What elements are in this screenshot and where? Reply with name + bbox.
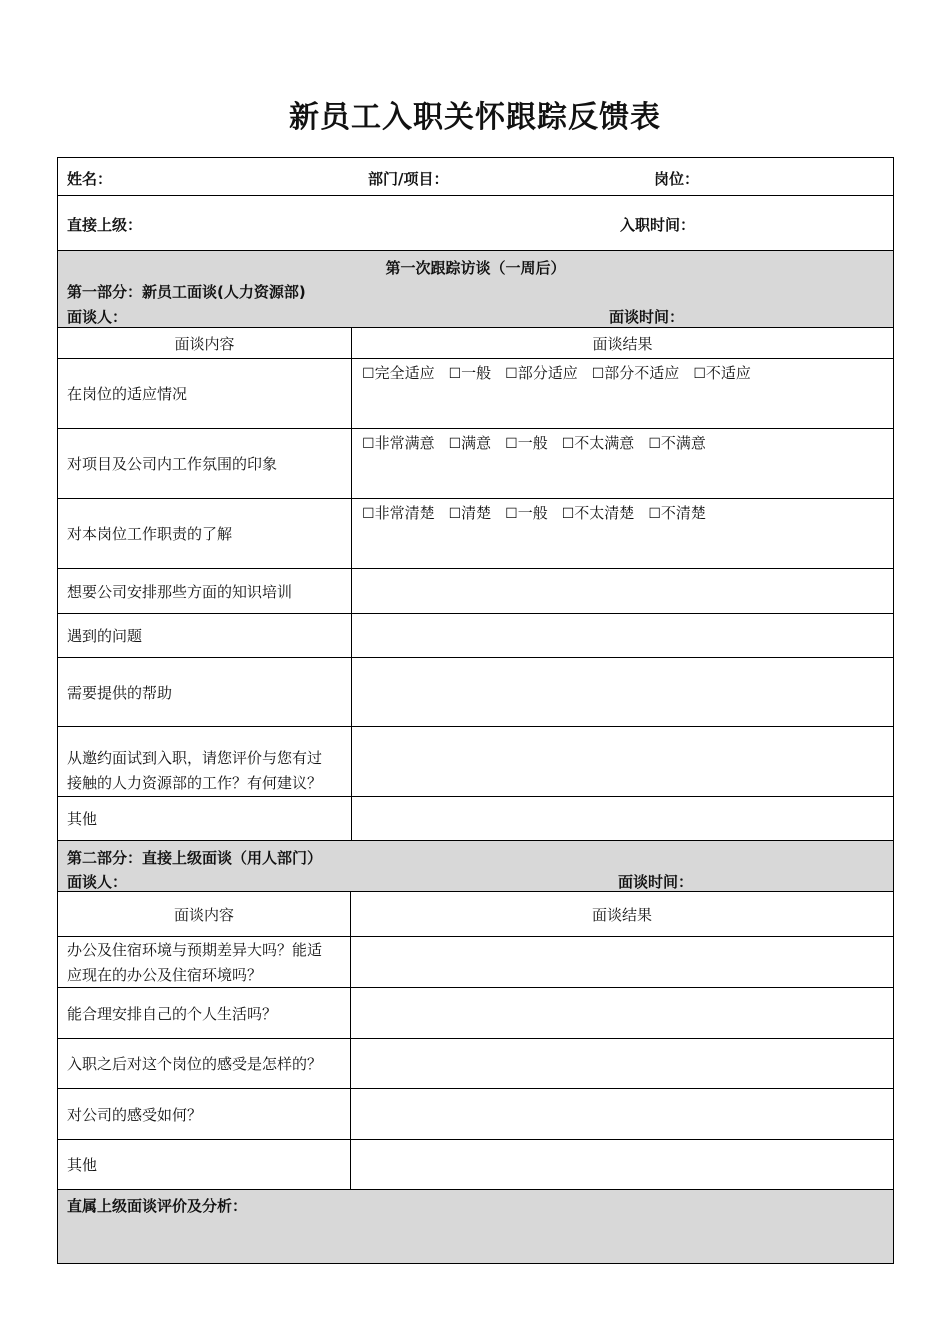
checkbox-option[interactable]: ☐不适应 xyxy=(693,364,751,382)
table-row xyxy=(58,429,893,499)
feedback-form xyxy=(57,157,894,1264)
question-label: 其他 xyxy=(67,810,98,828)
table-row xyxy=(58,988,893,1039)
col-content-header: 面谈内容 xyxy=(174,334,235,353)
question-label: 从邀约面试到入职，请您评价与您有过 接触的人力资源部的工作？有何建议？ xyxy=(67,749,323,792)
checkbox-option[interactable]: ☐不太清楚 xyxy=(561,504,635,522)
section1-time-label: 面谈时间： xyxy=(609,308,685,326)
section2-column-headers xyxy=(58,892,893,937)
col-content-header: 面谈内容 xyxy=(173,905,234,924)
table-row xyxy=(58,727,893,797)
checkbox-option[interactable]: ☐非常清楚 xyxy=(362,504,435,522)
col-result-header: 面谈结果 xyxy=(591,905,652,924)
section2-interviewer-label: 面谈人： xyxy=(67,873,128,891)
answer-cell[interactable] xyxy=(352,569,893,613)
dept-label: 部门/项目： xyxy=(368,170,449,188)
options-group xyxy=(362,362,765,383)
col-result-header: 面谈结果 xyxy=(592,334,653,353)
table-row xyxy=(58,359,893,429)
checkbox-icon[interactable]: ☐ xyxy=(648,436,661,452)
table-row xyxy=(58,1140,893,1190)
table-row xyxy=(58,569,893,614)
section2-time-label: 面谈时间： xyxy=(618,873,694,891)
options-group xyxy=(362,432,720,453)
checkbox-icon[interactable]: ☐ xyxy=(561,506,575,522)
page-title: 新员工入职关怀跟踪反馈表 xyxy=(289,100,661,135)
position-label: 岗位： xyxy=(654,170,700,188)
question-label: 办公及住宿环境与预期差异大吗？能适 应现在的办公及住宿环境吗？ xyxy=(67,941,323,984)
checkbox-icon[interactable]: ☐ xyxy=(648,506,661,522)
answer-cell[interactable] xyxy=(351,1089,893,1139)
section1-part-title: 第一部分：新员工面谈(人力资源部) xyxy=(67,283,306,301)
entry-date-label: 入职时间： xyxy=(620,216,696,234)
checkbox-icon[interactable]: ☐ xyxy=(505,366,518,382)
checkbox-option[interactable]: ☐一般 xyxy=(448,364,492,382)
question-label: 对公司的感受如何？ xyxy=(67,1105,203,1124)
checkbox-option[interactable]: ☐不满意 xyxy=(648,434,706,452)
evaluation-label: 直属上级面谈评价及分析： xyxy=(67,1197,248,1215)
answer-cell[interactable] xyxy=(352,658,893,726)
header-row-1 xyxy=(58,158,893,196)
table-row xyxy=(58,614,893,658)
checkbox-icon[interactable]: ☐ xyxy=(448,436,462,452)
section1-column-headers xyxy=(58,328,893,359)
checkbox-icon[interactable]: ☐ xyxy=(362,436,375,452)
question-label: 对项目及公司内工作氛围的印象 xyxy=(67,455,278,473)
answer-cell[interactable] xyxy=(352,614,893,657)
checkbox-icon[interactable]: ☐ xyxy=(362,366,375,382)
question-label: 入职之后对这个岗位的感受是怎样的？ xyxy=(67,1055,323,1073)
checkbox-icon[interactable]: ☐ xyxy=(505,506,518,522)
checkbox-option[interactable]: ☐部分不适应 xyxy=(591,364,680,382)
checkbox-option[interactable]: ☐不清楚 xyxy=(648,504,706,522)
checkbox-option[interactable]: ☐部分适应 xyxy=(505,364,578,382)
checkbox-option[interactable]: ☐一般 xyxy=(505,434,548,452)
section1-heading: 第一次跟踪访谈（一周后） xyxy=(385,259,566,277)
table-row xyxy=(58,797,893,841)
question-label: 遇到的问题 xyxy=(67,627,143,645)
checkbox-option[interactable]: ☐不太满意 xyxy=(561,434,635,452)
checkbox-option[interactable]: ☐满意 xyxy=(448,434,492,452)
checkbox-option[interactable]: ☐清楚 xyxy=(448,504,492,522)
question-label: 对本岗位工作职责的了解 xyxy=(67,525,233,543)
table-row xyxy=(58,937,893,988)
table-row xyxy=(58,1089,893,1140)
section1-interviewer-label: 面谈人： xyxy=(67,308,128,326)
checkbox-option[interactable]: ☐完全适应 xyxy=(362,364,435,382)
checkbox-icon[interactable]: ☐ xyxy=(693,366,706,382)
question-label: 能合理安排自己的个人生活吗？ xyxy=(67,1004,278,1023)
checkbox-icon[interactable]: ☐ xyxy=(561,436,575,452)
checkbox-icon[interactable]: ☐ xyxy=(448,366,462,382)
question-label: 需要提供的帮助 xyxy=(67,683,173,702)
table-row xyxy=(58,658,893,727)
question-label: 想要公司安排那些方面的知识培训 xyxy=(67,582,293,601)
checkbox-option[interactable]: ☐一般 xyxy=(505,504,548,522)
name-label: 姓名： xyxy=(67,170,113,188)
supervisor-label: 直接上级： xyxy=(67,216,143,234)
checkbox-icon[interactable]: ☐ xyxy=(362,506,375,522)
answer-cell[interactable] xyxy=(352,727,893,796)
checkbox-icon[interactable]: ☐ xyxy=(448,506,462,522)
answer-cell[interactable] xyxy=(352,797,893,840)
section2-part-title: 第二部分：直接上级面谈（用人部门） xyxy=(67,849,323,867)
checkbox-option[interactable]: ☐非常满意 xyxy=(362,434,435,452)
question-label: 在岗位的适应情况 xyxy=(67,385,188,403)
section2-heading-block xyxy=(58,841,893,892)
section1-heading-block xyxy=(58,251,893,328)
options-group xyxy=(362,502,720,523)
table-row xyxy=(58,1039,893,1089)
checkbox-icon[interactable]: ☐ xyxy=(505,436,518,452)
header-row-2 xyxy=(58,196,893,251)
answer-cell[interactable] xyxy=(351,1039,893,1088)
checkbox-icon[interactable]: ☐ xyxy=(591,366,605,382)
answer-cell[interactable] xyxy=(351,1140,893,1189)
evaluation-block[interactable] xyxy=(58,1190,893,1263)
answer-cell[interactable] xyxy=(351,988,893,1038)
answer-cell[interactable] xyxy=(351,937,893,987)
table-row xyxy=(58,499,893,569)
question-label: 其他 xyxy=(67,1156,98,1174)
